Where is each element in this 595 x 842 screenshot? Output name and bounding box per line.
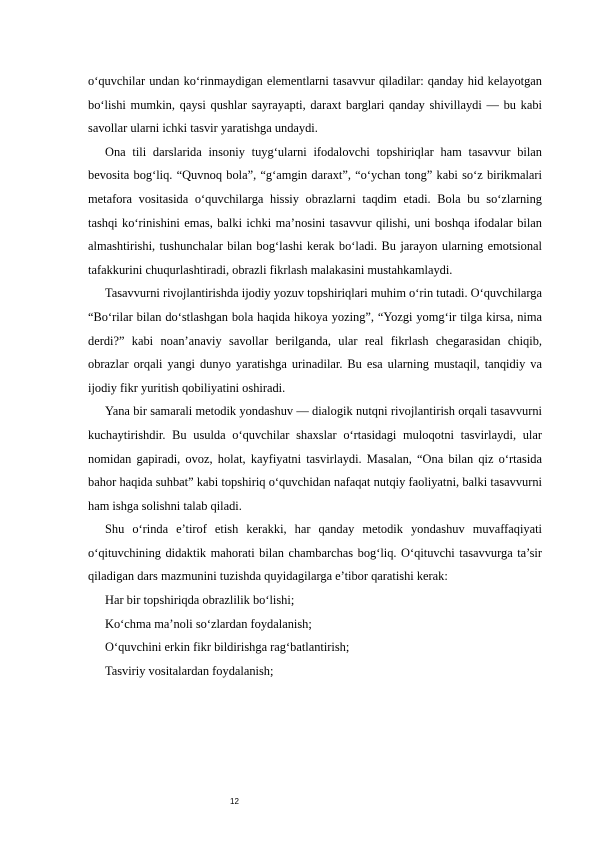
paragraph: Ona tili darslarida insoniy tuyg‘ularni ifodalovchi topshiriqlar ham tasavvur bilan bevosita bog‘liq. “Quvnoq bola”, “g‘amgin daraxt”, “o‘ychan tong” kabi so‘z birikmalari metafora vositasida o‘quvchilarga hissiy obrazlarni taqdim etadi. Bola bu so‘zlarning tashqi ko‘rinishini emas, balki ichki ma’nosini tasavvur qilishi, uni boshqa ifodalar bilan almashtirishi, tushunchalar bilan bog‘lashi kerak bo‘ladi. Bu jarayon ularning emotsional tafakkurini chuqurlashtiradi, obrazli fikrlash malakasini mustahkamlaydi. — [88, 144, 542, 277]
paragraph: Shu o‘rinda e’tirof etish kerakki, har qanday metodik yondashuv muvaffaqiyati o‘qituvchining didaktik mahorati bilan chambarchas bog‘liq. O‘qituvchi tasavvurga ta’sir qiladigan dars mazmunini tuzishda quyidagilarga e’tibor qaratishi kerak: — [88, 522, 542, 584]
paragraph: Yana bir samarali metodik yondashuv — dialogik nutqni rivojlantirish orqali tasavvurni kuchaytirishdir. Bu usulda o‘quvchilar shaxslar o‘rtasidagi muloqotni tasvirlaydi, ular nomidan gapiradi, ovoz, holat, kayfiyatni tasvirlaydi. Masalan, “Ona bilan qiz o‘rtasida bahor haqida suhbat” kabi topshiriq o‘quvchidan nafaqat nutqiy faoliyatni, balki tasavvurni ham ishga solishni talab qiladi. — [88, 404, 542, 513]
list-item: Tasviriy vositalardan foydalanish; — [105, 663, 274, 678]
list-item: O‘quvchini erkin fikr bildirishga rag‘batlantirish; — [105, 640, 350, 655]
page-number: 12 — [230, 797, 239, 806]
paragraph: Tasavvurni rivojlantirishda ijodiy yozuv topshiriqlari muhim o‘rin tutadi. O‘quvchilarga “Bo‘rilar bilan do‘stlashgan bola haqida hikoya yozing”, “Yozgi yomg‘ir tilga kirsa, nima derdi?” kabi noan’anaviy savollar berilganda, ular real fikrlash chegarasidan chiqib, obrazlar orqali yangi dunyo yaratishga urinadilar. Bu esa ularning mustaqil, tanqidiy va ijodiy fikr yuritish qobiliyatini oshiradi. — [88, 286, 542, 395]
list-item: Har bir topshiriqda obrazlilik bo‘lishi; — [105, 593, 295, 608]
paragraph: o‘quvchilar undan ko‘rinmaydigan elementlarni tasavvur qiladilar: qanday hid kelayotgan bo‘lishi mumkin, qaysi qushlar sayrayapti, daraxt barglari qanday shivillaydi — bu kabi savollar ularni ichki tasvir yaratishga undaydi. — [88, 74, 542, 136]
list — [88, 589, 542, 683]
list-item: Ko‘chma ma’noli so‘zlardan foydalanish; — [105, 616, 312, 631]
page-body — [88, 70, 542, 683]
